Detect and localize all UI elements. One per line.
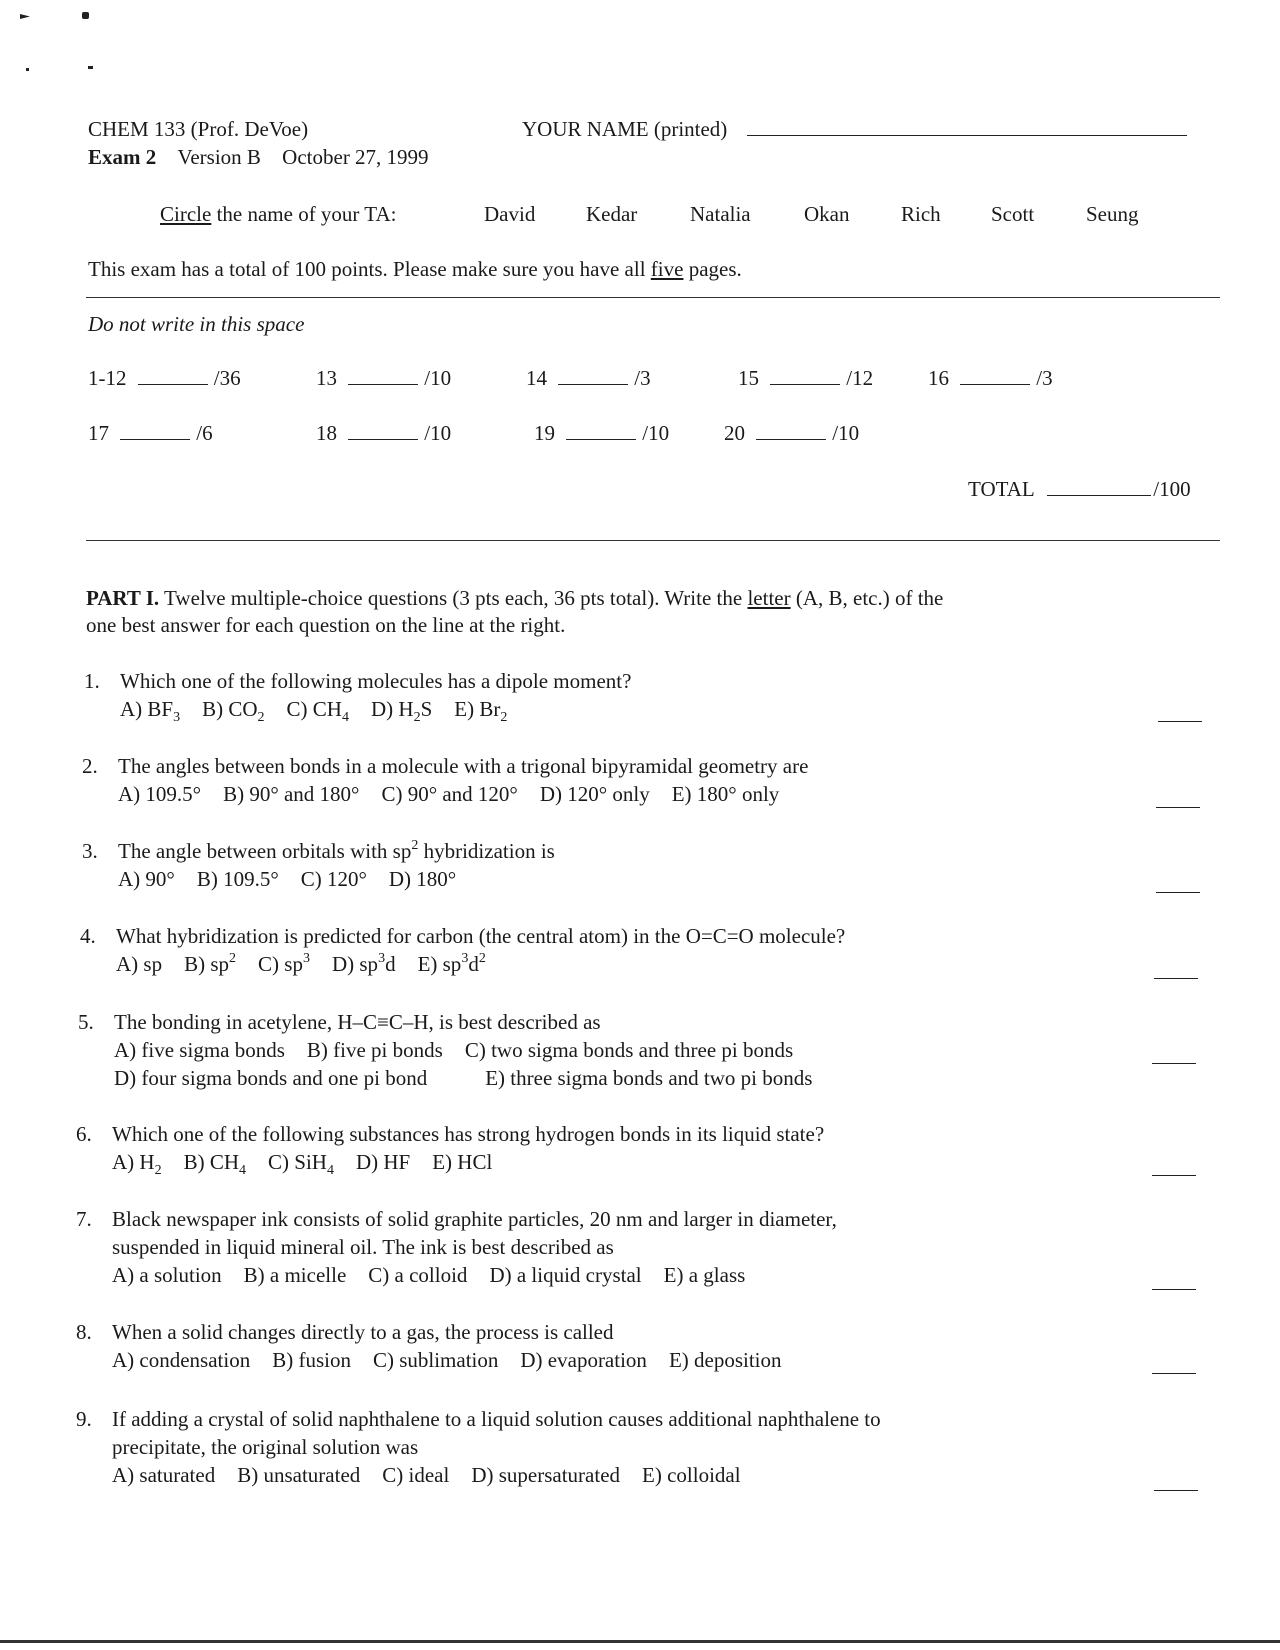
name-field-row bbox=[522, 115, 1187, 143]
question-body bbox=[112, 1405, 881, 1489]
option-text: E) sp bbox=[417, 952, 462, 976]
score-blank[interactable] bbox=[566, 421, 636, 440]
score-15 bbox=[738, 364, 873, 392]
option-e: E) three sigma bonds and two pi bonds bbox=[485, 1066, 813, 1090]
question-number: 4. bbox=[80, 924, 96, 948]
question-text: Which one of the following substances has strong hydrogen bonds in its liquid state? bbox=[112, 1122, 825, 1146]
option-b: B) fusion bbox=[272, 1348, 351, 1372]
question-text-part: The angle between orbitals with sp bbox=[118, 839, 412, 863]
question-number: 5. bbox=[78, 1010, 94, 1034]
score-16 bbox=[928, 364, 1053, 392]
score-blank[interactable] bbox=[348, 421, 418, 440]
option-text: B) CH bbox=[183, 1150, 240, 1174]
part1-text-end: (A, B, etc.) of the bbox=[790, 586, 944, 610]
score-max: /10 bbox=[424, 366, 452, 390]
scan-mark-dot-small bbox=[26, 68, 29, 71]
question-options bbox=[112, 1261, 837, 1289]
option-text: E) Br bbox=[454, 697, 501, 721]
score-label: 13 bbox=[316, 366, 337, 390]
ta-name-rich[interactable]: Rich bbox=[901, 202, 941, 226]
notice-text: This exam has a total of 100 points. Please make sure you have all bbox=[88, 257, 651, 281]
superscript: 2 bbox=[478, 951, 486, 966]
question-body bbox=[112, 1120, 824, 1176]
question-number: 2. bbox=[82, 754, 98, 778]
page-notice bbox=[88, 255, 742, 283]
score-blank[interactable] bbox=[348, 366, 418, 385]
ta-instruction-text: the name of your TA: bbox=[211, 202, 397, 226]
question-number: 1. bbox=[84, 669, 100, 693]
part1-text: Twelve multiple-choice questions (3 pts each, 36 pts total). Write the bbox=[159, 586, 748, 610]
option-text: A) BF bbox=[120, 697, 174, 721]
score-13 bbox=[316, 364, 451, 392]
superscript: 2 bbox=[411, 838, 419, 853]
question-body bbox=[118, 837, 555, 893]
option-e: E) 180° only bbox=[671, 782, 780, 806]
superscript: 3 bbox=[461, 951, 469, 966]
ta-instruction bbox=[160, 200, 396, 228]
option-e: E) colloidal bbox=[642, 1463, 741, 1487]
option-a: A) 90° bbox=[118, 867, 175, 891]
score-max: /10 bbox=[424, 421, 452, 445]
question-options bbox=[120, 695, 631, 723]
exam-line bbox=[88, 143, 429, 171]
option-d: D) HF bbox=[355, 1150, 411, 1174]
name-label: YOUR NAME (printed) bbox=[522, 117, 728, 141]
question-text: Black newspaper ink consists of solid graphite particles, 20 nm and larger in diameter, bbox=[112, 1207, 837, 1231]
part1-title: PART I. bbox=[86, 586, 160, 610]
score-max: /10 bbox=[832, 421, 860, 445]
subscript: 2 bbox=[413, 710, 421, 725]
score-max: /6 bbox=[196, 421, 213, 445]
question-text-part: hybridization is bbox=[418, 839, 555, 863]
option-text: A) H bbox=[112, 1150, 155, 1174]
option-c: C) 120° bbox=[300, 867, 367, 891]
score-max: /3 bbox=[1036, 366, 1053, 390]
option-b bbox=[183, 1150, 247, 1178]
score-label: 1-12 bbox=[88, 366, 127, 390]
question-text-line2: precipitate, the original solution was bbox=[112, 1435, 419, 1459]
option-d bbox=[370, 697, 433, 725]
option-a: A) condensation bbox=[112, 1348, 251, 1372]
score-14 bbox=[526, 364, 651, 392]
question-body bbox=[112, 1318, 804, 1374]
question-text: What hybridization is predicted for carbon (the central atom) in the O=C=O molecule? bbox=[116, 924, 846, 948]
option-text: S bbox=[420, 697, 433, 721]
question-options bbox=[118, 865, 555, 893]
scan-mark-dot bbox=[82, 12, 89, 19]
superscript: 2 bbox=[229, 951, 237, 966]
score-total bbox=[968, 475, 1191, 503]
score-20 bbox=[724, 419, 859, 447]
option-c: C) a colloid bbox=[368, 1263, 468, 1287]
subscript: 3 bbox=[173, 710, 181, 725]
subscript: 2 bbox=[154, 1163, 162, 1178]
score-label: 17 bbox=[88, 421, 109, 445]
question-number: 9. bbox=[76, 1407, 92, 1431]
question-number: 6. bbox=[76, 1122, 92, 1146]
option-text: B) sp bbox=[184, 952, 230, 976]
option-c bbox=[258, 952, 310, 976]
question-options bbox=[112, 1461, 881, 1489]
part1-instructions bbox=[86, 584, 943, 612]
part1-letter: letter bbox=[747, 586, 791, 610]
scan-mark-dot-small2 bbox=[88, 66, 93, 69]
question-options bbox=[112, 1346, 804, 1374]
exam-version: Version B bbox=[177, 145, 261, 169]
answer-line-7[interactable] bbox=[1152, 1289, 1196, 1290]
subscript: 2 bbox=[257, 710, 265, 725]
option-e: E) HCl bbox=[432, 1150, 493, 1174]
score-label: 20 bbox=[724, 421, 745, 445]
question-text: If adding a crystal of solid naphthalene to a liquid solution causes additional naphthalene to bbox=[112, 1407, 881, 1431]
score-label: 15 bbox=[738, 366, 759, 390]
scan-bottom-edge bbox=[0, 1640, 1280, 1643]
score-blank[interactable] bbox=[770, 366, 840, 385]
question-body bbox=[116, 922, 845, 978]
subscript: 4 bbox=[341, 710, 349, 725]
ta-name-david[interactable]: David bbox=[484, 202, 536, 226]
option-text: D) H bbox=[370, 697, 414, 721]
name-blank[interactable] bbox=[747, 117, 1187, 136]
answer-line-4[interactable] bbox=[1154, 978, 1198, 979]
option-d: D) 120° only bbox=[539, 782, 650, 806]
superscript: 3 bbox=[378, 951, 386, 966]
question-options bbox=[118, 780, 808, 808]
option-e: E) a glass bbox=[663, 1263, 746, 1287]
score-box-heading: Do not write in this space bbox=[88, 312, 305, 336]
ta-name-scott[interactable]: Scott bbox=[991, 202, 1035, 226]
option-b: B) five pi bonds bbox=[306, 1038, 443, 1062]
answer-line-1[interactable] bbox=[1158, 721, 1202, 722]
question-number: 3. bbox=[82, 839, 98, 863]
ta-name-natalia[interactable]: Natalia bbox=[690, 202, 751, 226]
option-text: C) sp bbox=[258, 952, 303, 976]
score-label: 16 bbox=[928, 366, 949, 390]
divider-top bbox=[86, 297, 1220, 298]
option-b: B) a micelle bbox=[243, 1263, 347, 1287]
option-c: C) two sigma bonds and three pi bonds bbox=[464, 1038, 794, 1062]
option-d bbox=[332, 952, 396, 976]
question-text: The angles between bonds in a molecule with a trigonal bipyramidal geometry are bbox=[118, 754, 809, 778]
option-text: d bbox=[385, 952, 396, 976]
option-c bbox=[286, 697, 349, 725]
score-blank[interactable] bbox=[960, 366, 1030, 385]
option-d: D) evaporation bbox=[520, 1348, 647, 1372]
option-c: C) sublimation bbox=[372, 1348, 499, 1372]
ta-name-seung[interactable]: Seung bbox=[1086, 202, 1139, 226]
subscript: 4 bbox=[326, 1163, 334, 1178]
score-17 bbox=[88, 419, 213, 447]
question-text-line2: suspended in liquid mineral oil. The ink is best described as bbox=[112, 1235, 614, 1259]
question-number: 7. bbox=[76, 1207, 92, 1231]
score-blank[interactable] bbox=[138, 366, 208, 385]
question-options bbox=[112, 1148, 824, 1176]
ta-name-kedar[interactable]: Kedar bbox=[586, 202, 638, 226]
ta-circle-word: Circle bbox=[160, 202, 212, 226]
subscript: 2 bbox=[500, 710, 508, 725]
option-a: A) sp bbox=[116, 952, 163, 976]
option-text: B) CO bbox=[202, 697, 258, 721]
option-a bbox=[120, 697, 181, 725]
answer-line-2[interactable] bbox=[1156, 807, 1200, 808]
question-number: 8. bbox=[76, 1320, 92, 1344]
score-max: /3 bbox=[634, 366, 651, 390]
question-options bbox=[116, 950, 845, 978]
answer-line-6[interactable] bbox=[1152, 1175, 1196, 1176]
option-b: B) 90° and 180° bbox=[223, 782, 360, 806]
part1-instructions-line2: one best answer for each question on the line at the right. bbox=[86, 613, 566, 637]
option-b: B) 109.5° bbox=[196, 867, 279, 891]
score-label: 14 bbox=[526, 366, 547, 390]
answer-line-5[interactable] bbox=[1152, 1063, 1196, 1064]
divider-bottom bbox=[86, 540, 1220, 541]
option-text: C) SiH bbox=[268, 1150, 327, 1174]
question-text: When a solid changes directly to a gas, the process is called bbox=[112, 1320, 614, 1344]
answer-line-3[interactable] bbox=[1156, 892, 1200, 893]
question-body bbox=[114, 1008, 834, 1092]
option-text: C) CH bbox=[286, 697, 342, 721]
scan-mark-arrow bbox=[20, 14, 30, 19]
option-a: A) 109.5° bbox=[118, 782, 202, 806]
total-max: /100 bbox=[1153, 477, 1191, 501]
score-19 bbox=[534, 419, 669, 447]
score-max: /12 bbox=[846, 366, 874, 390]
option-e: E) deposition bbox=[668, 1348, 782, 1372]
question-body bbox=[112, 1205, 837, 1289]
option-e bbox=[454, 697, 508, 725]
option-e bbox=[418, 952, 486, 976]
option-c: C) ideal bbox=[382, 1463, 450, 1487]
question-text bbox=[118, 837, 555, 865]
score-label: 18 bbox=[316, 421, 337, 445]
notice-five: five bbox=[650, 257, 684, 281]
option-a: A) a solution bbox=[112, 1263, 222, 1287]
score-18 bbox=[316, 419, 451, 447]
option-d: D) 180° bbox=[388, 867, 457, 891]
option-text: d bbox=[468, 952, 479, 976]
course-title: CHEM 133 (Prof. DeVoe) bbox=[88, 117, 309, 141]
score-1-12 bbox=[88, 364, 241, 392]
option-c bbox=[268, 1150, 334, 1178]
question-body bbox=[120, 667, 631, 723]
exam-date: October 27, 1999 bbox=[282, 145, 429, 169]
score-blank[interactable] bbox=[558, 366, 628, 385]
score-blank[interactable] bbox=[120, 421, 190, 440]
score-max: /10 bbox=[642, 421, 670, 445]
score-blank[interactable] bbox=[756, 421, 826, 440]
question-options-line2 bbox=[114, 1064, 834, 1092]
option-b: B) unsaturated bbox=[237, 1463, 361, 1487]
answer-line-9[interactable] bbox=[1154, 1490, 1198, 1491]
score-label: 19 bbox=[534, 421, 555, 445]
question-body bbox=[118, 752, 808, 808]
option-d: D) four sigma bonds and one pi bond bbox=[114, 1066, 428, 1090]
option-text: D) sp bbox=[331, 952, 379, 976]
ta-name-okan[interactable]: Okan bbox=[804, 202, 850, 226]
notice-pages: pages. bbox=[683, 257, 742, 281]
option-a: A) five sigma bonds bbox=[114, 1038, 285, 1062]
option-d: D) supersaturated bbox=[471, 1463, 621, 1487]
question-text: Which one of the following molecules has a dipole moment? bbox=[120, 669, 632, 693]
superscript: 3 bbox=[302, 951, 310, 966]
option-b bbox=[202, 697, 265, 725]
option-b bbox=[184, 952, 236, 976]
answer-line-8[interactable] bbox=[1152, 1373, 1196, 1374]
total-label: TOTAL bbox=[968, 477, 1034, 501]
score-max: /36 bbox=[213, 366, 241, 390]
exam-label: Exam 2 bbox=[88, 145, 157, 169]
subscript: 4 bbox=[239, 1163, 247, 1178]
question-options-line1 bbox=[114, 1036, 834, 1064]
option-c: C) 90° and 120° bbox=[381, 782, 518, 806]
option-a bbox=[112, 1150, 162, 1178]
option-a: A) saturated bbox=[112, 1463, 216, 1487]
question-text: The bonding in acetylene, H–C≡C–H, is best described as bbox=[114, 1010, 601, 1034]
total-blank[interactable] bbox=[1047, 477, 1151, 496]
option-d: D) a liquid crystal bbox=[489, 1263, 642, 1287]
